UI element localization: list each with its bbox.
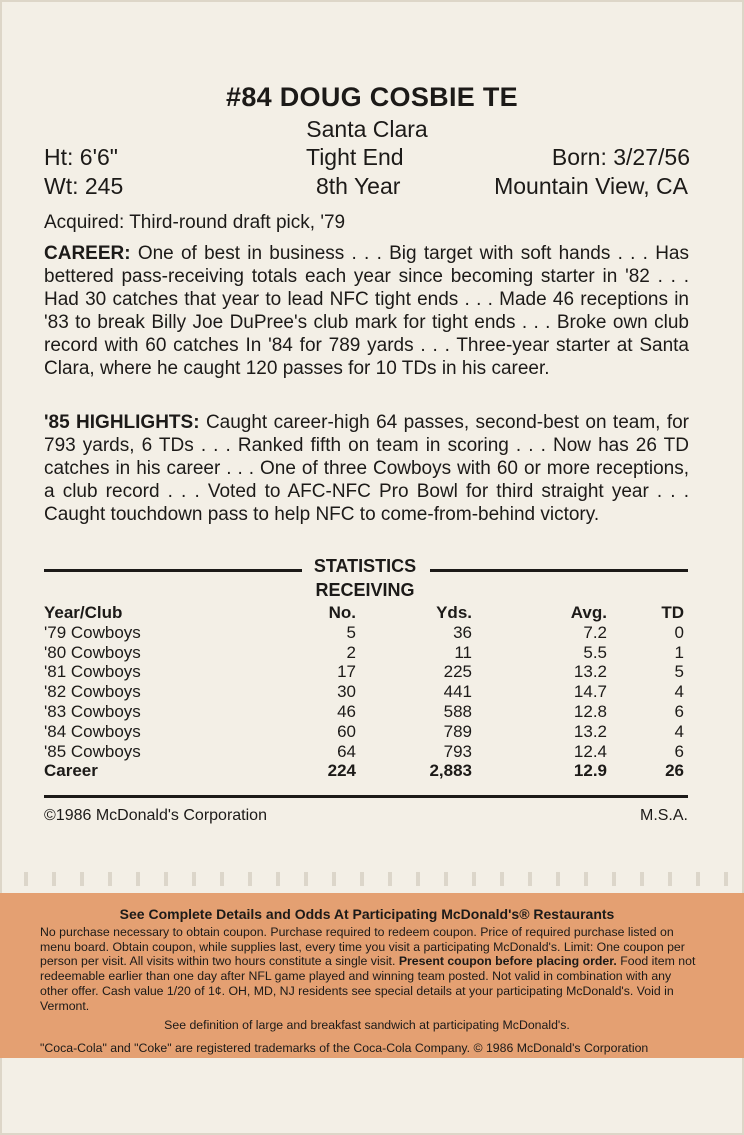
td-cell: 6 [674,701,684,721]
player-hometown: Mountain View, CA [494,173,688,199]
career-yds-cell: 2,883 [429,761,472,781]
no-cell: 64 [337,741,356,761]
no-cell: 60 [337,721,356,741]
td-cell: 6 [674,741,684,761]
career-label-cell: Career [44,761,98,781]
no-cell: 30 [337,682,356,702]
career-avg-cell: 12.9 [573,761,607,781]
stats-rule-left [44,569,302,572]
year-cell: '82 Cowboys [44,682,141,702]
yds-cell: 225 [443,662,472,682]
col-yds-header: Yds. [436,603,472,622]
table-row [44,702,684,722]
msa-text: M.S.A. [639,807,688,824]
coupon-body-2: Food item not redeemable earlier than one day after NFL game played and winning team posted. Not valid in combination with any other offer. Cash value 1/20 of 1¢. OH, MD, NJ residents see special details at your participating McDonald's. Void in Vermont. [40,954,696,1013]
table-row [44,682,684,702]
td-cell: 5 [674,662,684,682]
yds-cell: 793 [443,741,472,761]
player-birthdate: Born: 3/27/56 [551,144,690,170]
highlights-text: Caught career-high 64 passes, second-best on team, for 793 yards, 6 TDs . . . Ranked fifth on team in scoring . . . Now has 26 TD catches in his career . . . One of three Cowboys with 60 or more receptions, a club record . . . Voted to AFC-NFC Pro Bowl for third straight year . . . Caught touchdown pass to help NFC to come-from-behind victory. [44,412,689,525]
no-cell: 17 [337,662,356,682]
player-weight: Wt: 245 [44,173,124,199]
avg-cell: 13.2 [573,662,607,682]
td-cell: 4 [674,682,684,702]
copyright-text: ©1986 McDonald's Corporation [44,807,267,824]
avg-cell: 7.2 [583,622,607,642]
highlights-paragraph [44,411,689,526]
table-row [44,742,684,762]
perforation-line [0,872,744,886]
yds-cell: 441 [443,682,472,702]
avg-cell: 12.4 [573,741,607,761]
yds-cell: 36 [453,622,472,642]
td-cell: 1 [674,642,684,662]
no-cell: 46 [337,701,356,721]
no-cell: 5 [346,622,356,642]
table-row [44,643,684,663]
col-td-header: TD [661,603,684,622]
yds-cell: 588 [443,701,472,721]
col-no-header: No. [328,603,356,622]
career-paragraph [44,242,689,380]
table-row [44,623,684,643]
career-td-cell: 26 [665,761,684,781]
player-college: Santa Clara [306,116,428,142]
highlights-label: '85 HIGHLIGHTS: [44,412,200,433]
year-cell: '84 Cowboys [44,721,141,741]
player-height: Ht: 6'6" [44,144,118,170]
stats-subtitle: RECEIVING [315,580,415,600]
stats-rule-right [430,569,688,572]
col-avg-header: Avg. [570,603,607,622]
career-label: CAREER: [44,243,131,264]
year-cell: '79 Cowboys [44,622,141,642]
coupon-definition-note: See definition of large and breakfast sandwich at participating McDonald's. [164,1018,570,1032]
acquired-line [44,211,689,234]
stats-bottom-rule [44,795,688,798]
player-experience: 8th Year [316,173,401,199]
yds-cell: 789 [443,721,472,741]
receiving-stats-table [44,603,684,781]
year-cell: '83 Cowboys [44,701,141,721]
stats-title: STATISTICS [313,556,417,576]
career-no-cell: 224 [327,761,356,781]
avg-cell: 14.7 [573,682,607,702]
coupon-fine-print [40,925,696,1013]
coupon-trademark-line: "Coca-Cola" and "Coke" are registered trademarks of the Coca-Cola Company. © 1986 McDonald's Corporation [40,1041,649,1055]
career-totals-row [44,761,684,781]
year-cell: '81 Cowboys [44,662,141,682]
career-text: One of best in business . . . Big target with soft hands . . . Has bettered pass-receiving totals each year since becoming starter in '82 . . . Had 30 catches that year to lead NFC tight ends . . . Made 46 receptions in '83 to break Billy Joe DuPree's club mark for tight ends . . . Broke own club record with 60 catches In '84 for 789 yards . . . Three-year starter at Santa Clara, where he caught 120 passes for 10 TDs in his career. [44,243,689,379]
avg-cell: 5.5 [583,642,607,662]
player-position: Tight End [306,144,404,170]
year-cell: '85 Cowboys [44,741,141,761]
coupon-body-1: No purchase necessary to obtain coupon. Purchase required to redeem coupon. Price of required purchase listed on menu board. Obtain coupon, while supplies last, every time you visit a participating McDonald's. Limit: One coupon per person per visit. All visits within two hours constitute a single visit. [40,925,685,969]
td-cell: 4 [674,721,684,741]
no-cell: 2 [346,642,356,662]
avg-cell: 13.2 [573,721,607,741]
avg-cell: 12.8 [573,701,607,721]
td-cell: 0 [674,622,684,642]
yds-cell: 11 [454,642,472,662]
col-year-header: Year/Club [44,603,123,622]
table-row [44,662,684,682]
coupon-headline: See Complete Details and Odds At Participating McDonald's® Restaurants [119,906,615,922]
coupon-body-bold: Present coupon before placing order. [398,954,617,969]
player-title: #84 DOUG COSBIE TE [226,82,518,112]
table-row [44,722,684,742]
year-cell: '80 Cowboys [44,642,141,662]
acquired-text: Acquired: Third-round draft pick, '79 [44,212,346,233]
stats-header-row [44,603,684,623]
